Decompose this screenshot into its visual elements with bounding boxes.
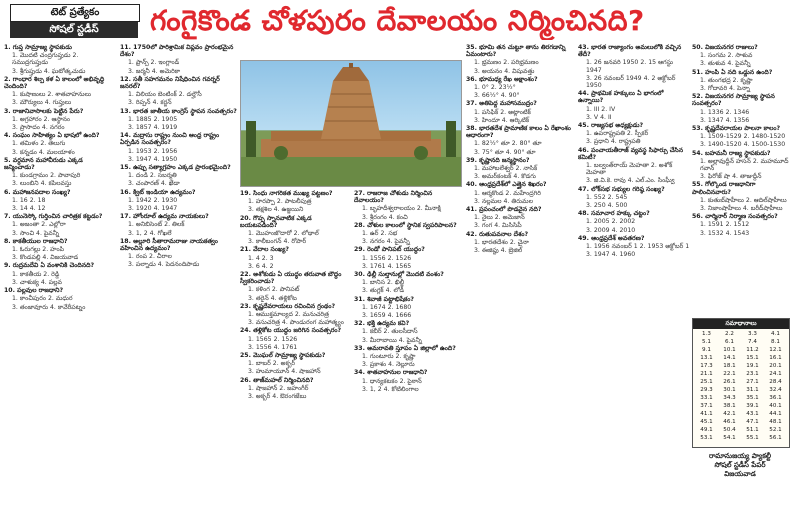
answer-cell: 40.1 xyxy=(769,403,782,409)
question-text: 6. మహాజనపదాల సంఖ్య? xyxy=(4,188,71,196)
answer-cell: 21.1 xyxy=(700,371,713,377)
question-options: 3. 1490-1520 4. 1500-1530 xyxy=(700,141,786,149)
question-options: 3. తక్షశిల 4. ఉజ్జయిని xyxy=(248,206,304,214)
question-options: 1. అల్లావుద్దీన్ హసన్ 2. మహమూద్ గవాన్ xyxy=(700,157,789,173)
question-options: 3. తుళువ 4. పైవన్నీ xyxy=(700,60,751,68)
question-options: 3. 1, 2 4. కోటిలింగాల xyxy=(362,385,419,393)
question-options: 3. ప్రధాని 4. రాష్ట్రపతి xyxy=(586,138,641,146)
question-text: 29. రెండో పానిపట్ యుద్ధం? xyxy=(354,246,425,254)
question-options: 1. కబీర్ 2. తులసీదాస్ xyxy=(362,328,418,336)
question-column-6 xyxy=(578,44,690,510)
question-options: 1. 1942 2. 1930 xyxy=(128,196,178,204)
question-options: 3. కన్నడం 4. మలయాళం xyxy=(12,148,75,156)
answer-cell: 48.1 xyxy=(769,419,782,425)
question-options: 3. అయనం 4. విషువత్తు xyxy=(474,67,535,75)
answer-cell: 11.2 xyxy=(746,347,759,353)
question-options: 1. III 2. IV xyxy=(586,105,616,113)
question-text: 47. లోక్‌సభ సభ్యుల గరిష్ఠ సంఖ్య? xyxy=(578,185,665,193)
answer-cell: 50.4 xyxy=(723,427,736,433)
question-text: 46. పంచాయతీరాజ్ వ్యవస్థ సిఫార్సు చేసిన కమిటీ? xyxy=(578,146,684,161)
answer-cell: 42.1 xyxy=(723,411,736,417)
question-options: 1. ఉపరాష్ట్రపతి 2. స్పీకర్ xyxy=(586,130,649,138)
question-options: 1. మొదటి చంద్రగుప్తుడు 2. సముద్రగుప్తుడు xyxy=(12,52,79,67)
answer-cell: 4.1 xyxy=(771,331,780,337)
answer-cell: 44.1 xyxy=(769,411,782,417)
question-options: 3. ఈజిప్టు 4. బ్రెజిల్ xyxy=(474,247,523,255)
question-options: 1. కుండగ్రామం 2. పావాపురి xyxy=(12,172,81,180)
answer-cell: 34.3 xyxy=(723,395,736,401)
question-text: 16. క్విట్ ఇండియా ఉద్యమం? xyxy=(120,188,196,196)
question-options: 3. రిప్పన్ 4. కర్జన్ xyxy=(128,99,172,107)
question-text: 7. యునెస్కో గుర్తించిన చారిత్రక కట్టడం? xyxy=(4,213,103,221)
question-options: 3. వసుచరిత్ర 4. పాండురంగ మహాత్మ్యం xyxy=(248,319,344,327)
question-text: 34. శాతవాహనుల రాజధాని? xyxy=(354,369,428,377)
answer-cell: 22.1 xyxy=(723,371,736,377)
answer-cell: 37.1 xyxy=(700,403,713,409)
question-options: 3. 1947 4. 1960 xyxy=(586,251,636,259)
question-column-3 xyxy=(240,190,350,510)
question-text: 52. విజయనగర సామ్రాజ్య స్థాపన సంవత్సరం? xyxy=(692,93,775,108)
question-options: 1. గుంటూరు 2. కృష్ణా xyxy=(362,353,416,361)
question-text: 56. చార్మినార్ నిర్మాణ సంవత్సరం? xyxy=(692,213,778,221)
question-text: 31. శివాజీ పట్టాభిషేకం? xyxy=(354,295,414,303)
question-text: 37. అతిపెద్ద మహాసముద్రం? xyxy=(466,100,537,108)
answer-cell: 8.1 xyxy=(771,339,780,345)
answer-cell: 29.3 xyxy=(700,387,713,393)
question-text: 1. గుప్త సామ్రాజ్య స్థాపకుడు xyxy=(4,44,72,51)
question-text: 8. కాకతీయుల రాజధాని? xyxy=(4,237,68,245)
question-text: 11. 1750లో పారిశ్రామిక విప్లవం ప్రారంభమైన దేశం? xyxy=(120,44,234,59)
question-text: 17. హోంరూల్ ఉద్యమ నాయకులు? xyxy=(120,213,209,221)
question-options: 1. కాంచీపురం 2. మధుర xyxy=(12,295,73,303)
question-text: 27. రాజరాజ చోళుడు నిర్మించిన దేవాలయం? xyxy=(354,190,433,205)
section-tag: టెట్ ప్రత్యేకం xyxy=(10,4,140,22)
question-text: 26. తాజ్‌మహల్ నిర్మించినది? xyxy=(240,376,314,384)
question-column-1 xyxy=(4,44,114,510)
answer-cell: 56.1 xyxy=(769,435,782,441)
question-options: 3. శ్రీరంగం 4. కంచి xyxy=(362,213,408,221)
question-options: 1. 552 2. 545 xyxy=(586,193,628,201)
question-options: 3. 1761 4. 1565 xyxy=(362,262,412,270)
question-column-5 xyxy=(466,44,576,510)
question-options: 1. బానిస 2. ఖిల్జీ xyxy=(362,279,405,287)
question-text: 44. ప్రాథమిక హక్కులు ఏ భాగంలో ఉన్నాయి? xyxy=(578,90,664,105)
credit-line-2: సోషల్ స్టడీస్ పేపర్ xyxy=(714,461,766,469)
question-text: 50. విజయనగర రాజులు? xyxy=(692,44,758,51)
question-options: 1. అజంతా 2. ఎల్లోరా xyxy=(12,221,66,229)
question-text: 19. సింధు నాగరికత ముఖ్య పట్టణం? xyxy=(240,190,333,197)
question-text: 38. భారతదేశ ప్రామాణిక కాలం ఏ రేఖాంశం ఆధారంగా? xyxy=(466,125,571,140)
answer-cell: 39.1 xyxy=(746,403,759,409)
question-options: 3. గోదావరి 4. పెన్నా xyxy=(700,85,751,93)
answer-cell: 36.1 xyxy=(769,395,782,401)
answer-cell: 7.4 xyxy=(748,339,757,345)
question-options: 3. తుగ్లక్ 4. లోడీ xyxy=(362,287,405,295)
question-options: 3. లుంబిని 4. కపిలవస్తు xyxy=(12,180,72,188)
answer-cell: 55.1 xyxy=(746,435,759,441)
answer-cell: 3.3 xyxy=(748,331,757,337)
answer-cell: 9.1 xyxy=(702,347,711,353)
question-options: 3. మీరాబాయి 4. పైవన్నీ xyxy=(362,336,422,344)
question-text: 10. పల్లవుల రాజధాని? xyxy=(4,287,64,295)
question-options: 3. 1556 4. 1761 xyxy=(248,343,298,351)
answer-cell: 41.1 xyxy=(700,411,713,417)
answer-cell: 47.1 xyxy=(746,419,759,425)
question-options: 3. 1347 4. 1356 xyxy=(700,116,750,124)
question-options: 1. 1556 2. 1526 xyxy=(362,254,412,262)
answer-key-title: సమాధానాలు xyxy=(693,319,789,329)
question-options: 1. కుషాణులు 2. శాతవాహనులు xyxy=(12,91,92,99)
question-options: 3. హుమాయూన్ 4. షాజహాన్ xyxy=(248,368,321,376)
question-options: 1. కుతుబ్‌షాహీలు 2. ఆదిల్‌షాహీలు xyxy=(700,196,787,204)
question-options: 3. చంపారణ్ 4. ఖేడా xyxy=(128,180,180,188)
question-options: 1. తుంగభద్ర 2. కృష్ణా xyxy=(700,76,753,84)
question-options: 3. పల్నాడు 4. పెదనందిపాడు xyxy=(128,261,200,269)
subject-tag: సోషల్ స్టడీస్ xyxy=(10,22,138,38)
question-column-7 xyxy=(692,44,792,312)
question-column-4 xyxy=(354,190,464,510)
answer-cell: 16.1 xyxy=(769,355,782,361)
question-text: 35. భూమి తన చుట్టూ తాను తిరగడాన్ని ఏమంటారు? xyxy=(466,44,566,59)
question-options: 3. ఫిరోజ్ షా 4. తాజుద్దీన్ xyxy=(700,173,762,181)
question-options: 1. హరప్పా 2. పాటలీపుత్ర xyxy=(248,198,312,206)
question-text: 33. అమరావతి స్తూపం ఏ జిల్లాలో ఉంది? xyxy=(354,344,456,352)
answer-cell: 19.1 xyxy=(746,363,759,369)
question-text: 49. ఆంధ్రప్రదేశ్ అవతరణ? xyxy=(578,234,645,242)
question-column-2 xyxy=(120,44,238,510)
question-options: 3. 6 4. 2 xyxy=(248,262,274,270)
question-options: 1. 16 2. 18 xyxy=(12,196,46,204)
question-options: 3. 66½° 4. 90° xyxy=(474,92,520,100)
question-options: 3. నిజాంషాహీలు 4. బరీద్‌షాహీలు xyxy=(700,205,783,213)
question-text: 30. ఢిల్లీ సుల్తానుల్లో మొదటి వంశం? xyxy=(354,271,444,279)
answer-cell: 17.3 xyxy=(700,363,713,369)
answer-cell: 26.1 xyxy=(723,379,736,385)
question-options: 1. మహాబలేశ్వర్ 2. నాసిక్ xyxy=(474,165,538,173)
question-options: 3. కాలీబంగన్ 4. రోపార్ xyxy=(248,238,307,246)
question-options: 1. 0° 2. 23½° xyxy=(474,84,516,92)
answer-cell: 10.1 xyxy=(723,347,736,353)
answer-cell: 15.1 xyxy=(746,355,759,361)
answer-cell: 30.1 xyxy=(723,387,736,393)
question-options: 1. ఆముక్తమాల్యద 2. మనుచరిత్ర xyxy=(248,311,329,319)
answer-cell: 28.4 xyxy=(769,379,782,385)
answer-cell: 33.1 xyxy=(700,395,713,401)
question-options: 1. బృహదీశ్వరాలయం 2. మీనాక్షి xyxy=(362,205,441,213)
question-text: 5. వర్ధమాన మహావీరుడు ఎక్కడ జన్మించాడు? xyxy=(4,156,83,172)
question-options: 1. బల్వంత్‌రాయ్ మెహతా 2. అశోక్ మెహతా xyxy=(586,162,673,177)
question-options: 1. కాకతీయ 2. రెడ్డి xyxy=(12,270,60,278)
author-credit xyxy=(690,452,790,504)
question-text: 2. గాంధార శిల్ప కళ ఏ కాలంలో అభివృద్ధి చెందింది? xyxy=(4,75,105,91)
question-options: 3. జి.వి.కె. రావు 4. ఎల్.ఎం. సింఘ్వీ xyxy=(586,177,675,185)
question-text: 9. రుద్రమదేవి ఏ వంశానికి చెందినది? xyxy=(4,262,95,270)
question-text: 15. ఉప్పు సత్యాగ్రహం ఎక్కడ ప్రారంభమైంది? xyxy=(120,164,231,172)
question-text: 22. అశోకుడు ఏ యుద్ధం తరువాత బౌద్ధం స్వీకరించాడు? xyxy=(240,271,342,286)
question-text: 4. సంఘం సాహిత్యం ఏ భాషలో ఉంది? xyxy=(4,132,100,140)
question-options: 1. 1509-1529 2. 1480-1520 xyxy=(700,133,786,141)
question-options: 3. గంగ 4. మిసిసిపీ xyxy=(474,222,522,230)
question-text: 24. తళ్లికోట యుద్ధం జరిగిన సంవత్సరం? xyxy=(240,327,342,335)
question-options: 1. మొహంజొదారో 2. లోథాల్ xyxy=(248,230,319,238)
question-text: 55. గోల్కొండ రాజధానిగా పాలించినవారు? xyxy=(692,181,756,196)
question-options: 3. నగరం 4. పైవన్నీ xyxy=(362,238,410,246)
question-options: 3. 14 4. 12 xyxy=(12,205,46,213)
answer-cell: 49.1 xyxy=(700,427,713,433)
question-options: 3. 250 4. 500 xyxy=(586,202,628,210)
answer-cell: 1.3 xyxy=(702,331,711,337)
answer-cell: 23.1 xyxy=(746,371,759,377)
question-options: 3. నల్లమల 4. తిరుమల xyxy=(474,197,533,205)
question-options: 1. 82½° తూ 2. 80° తూ xyxy=(474,140,542,148)
question-options: 3. V 4. II xyxy=(586,113,612,121)
answer-cell: 53.1 xyxy=(700,435,713,441)
question-text: 43. భారత రాజ్యాంగం అమలులోకి వచ్చిన తేదీ? xyxy=(578,44,682,59)
credit-line-1: రామానుజయ్య ప్యాకల్టీ xyxy=(708,452,771,460)
question-text: 39. కృష్ణానది జన్మస్థానం? xyxy=(466,156,530,164)
question-options: 3. కొండపల్లి 4. విజయవాడ xyxy=(12,254,79,262)
question-text: 23. కృష్ణదేవరాయలు రచించిన గ్రంథం? xyxy=(240,302,336,310)
question-options: 3. 75° తూ 4. 90° తూ xyxy=(474,148,536,156)
question-options: 1. ఫ్రాన్స్ 2. ఇంగ్లాండ్ xyxy=(128,59,180,67)
question-options: 3. 1, 2 4. గోఖలే xyxy=(128,229,172,237)
temple-photo xyxy=(240,60,462,187)
question-text: 51. హంపి ఏ నది ఒడ్డున ఉంది? xyxy=(692,68,773,76)
question-options: 1. ఉర్ 2. సభ xyxy=(362,230,398,238)
question-text: 28. చోళుల కాలంలో స్థానిక స్వపరిపాలన? xyxy=(354,221,457,229)
question-options: 1. ధాన్యకటకం 2. పైఠాన్ xyxy=(362,377,422,385)
question-options: 3. అక్బర్ 4. ఔరంగజేబు xyxy=(248,393,307,401)
question-options: 3. 1659 4. 1666 xyxy=(362,312,412,320)
answer-cell: 52.1 xyxy=(769,427,782,433)
answer-cell: 43.1 xyxy=(746,411,759,417)
answer-key-grid xyxy=(693,329,789,443)
answer-cell: 31.1 xyxy=(746,387,759,393)
question-options: 3. సాంచి 4. పైవన్నీ xyxy=(12,229,60,237)
answer-cell: 27.1 xyxy=(746,379,759,385)
question-text: 48. సమాచార హక్కు చట్టం? xyxy=(578,210,650,218)
answer-cell: 5.1 xyxy=(702,339,711,345)
question-options: 1. భారతదేశం 2. చైనా xyxy=(474,238,529,246)
question-options: 3. తంజావూరు 4. కావేరీపట్నం xyxy=(12,303,86,311)
question-options: 3. 1857 4. 1919 xyxy=(128,124,178,132)
answer-cell: 13.1 xyxy=(700,355,713,361)
question-options: 1. కళింగ 2. పానిపట్ xyxy=(248,286,300,294)
question-options: 3. 2009 4. 2010 xyxy=(586,226,636,234)
question-options: 1. షాజహాన్ 2. జహంగీర్ xyxy=(248,384,309,392)
question-options: 1. అగ్రహారం 2. ఆస్థానం xyxy=(12,115,71,123)
answer-cell: 2.2 xyxy=(725,331,734,337)
question-options: 1. 26 జనవరి 1950 2. 15 ఆగస్టు 1947 xyxy=(586,59,674,74)
question-options: 3. జర్మనీ 4. అమెరికా xyxy=(128,67,181,75)
question-options: 1. ఓరుగల్లు 2. హంపి xyxy=(12,246,65,254)
question-text: 13. భారత జాతీయ కాంగ్రెస్ స్థాపన సంవత్సరం? xyxy=(120,107,237,115)
answer-cell: 54.1 xyxy=(723,435,736,441)
question-text: 25. మొఘల్ సామ్రాజ్య స్థాపకుడు? xyxy=(240,352,326,360)
question-text: 3. రాజానివాసాలకు పెట్టిన పేరు? xyxy=(4,107,84,115)
question-text: 12. సతీ సహగమనం నిషేధించిన గవర్నర్ జనరల్? xyxy=(120,75,220,91)
answer-cell: 24.1 xyxy=(769,371,782,377)
question-text: 36. భూమధ్య రేఖ అక్షాంశం? xyxy=(466,75,538,83)
question-text: 21. వేదాల సంఖ్య? xyxy=(240,246,289,254)
question-options: 1. 2005 2. 2002 xyxy=(586,218,636,226)
answer-cell: 38.1 xyxy=(723,403,736,409)
question-options: 1. సంగమ 2. సాళువ xyxy=(700,52,753,60)
question-options: 3. 1532 4. 1543 xyxy=(700,229,750,237)
question-options: 3. చాళుక్య 4. పల్లవ xyxy=(12,278,62,286)
question-options: 1. దండి 2. సబర్మతి xyxy=(128,172,177,180)
question-options: 3. 1920 4. 1947 xyxy=(128,205,178,213)
question-options: 3. ప్రకాశం 4. నెల్లూరు xyxy=(362,361,415,369)
answer-cell: 35.1 xyxy=(746,395,759,401)
question-options: 1. 1674 2. 1680 xyxy=(362,303,412,311)
question-options: 1. విలియం బెంటింక్ 2. డల్హౌసీ xyxy=(128,91,202,99)
question-text: 41. ప్రపంచంలో పొడవైన నది? xyxy=(466,206,542,214)
question-text: 32. భక్తి ఉద్యమ కవి? xyxy=(354,320,410,328)
question-text: 53. కృష్ణదేవరాయల పాలనా కాలం? xyxy=(692,125,781,133)
answer-cell: 51.1 xyxy=(746,427,759,433)
answer-cell: 20.1 xyxy=(769,363,782,369)
question-text: 18. అల్లూరి సీతారామరాజు నాయకత్వం వహించిన ఉద్యమం? xyxy=(120,237,218,253)
question-text: 20. గొప్ప స్నానవాటిక ఎక్కడ బయటపడింది? xyxy=(240,214,312,229)
question-options: 3. మౌర్యులు 4. గుప్తులు xyxy=(12,99,72,107)
question-options: 1. ఆర్మకొండ 2. మహేంద్రగిరి xyxy=(474,189,541,197)
question-options: 1. 1885 2. 1905 xyxy=(128,115,178,123)
question-text: 54. బహమనీ రాజ్య స్థాపకుడు? xyxy=(692,149,771,157)
question-options: 1. అనిబిసెంట్ 2. తిలక్ xyxy=(128,221,185,229)
question-options: 1. తమిళం 2. తెలుగు xyxy=(12,140,66,148)
question-options: 1. నైలు 2. అమెజాన్ xyxy=(474,214,525,222)
answer-cell: 25.1 xyxy=(700,379,713,385)
question-options: 1. 1565 2. 1526 xyxy=(248,335,298,343)
answer-cell: 6.1 xyxy=(725,339,734,345)
page-headline: గంగైకొండ చోళపురం దేవాలయం నిర్మించినది? xyxy=(150,4,645,37)
answer-cell: 18.1 xyxy=(723,363,736,369)
credit-line-3: విజయవాడ xyxy=(724,470,756,478)
answer-cell: 46.1 xyxy=(723,419,736,425)
question-options: 3. 1947 4. 1950 xyxy=(128,155,178,163)
question-options: 1. 4 2. 3 xyxy=(248,254,274,262)
question-text: 40. ఆంధ్రప్రదేశ్‌లో ఎత్తైన శిఖరం? xyxy=(466,181,547,189)
question-options: 1. 1953 2. 1956 xyxy=(128,147,178,155)
question-options: 3. తరైన్ 4. తళ్లికోట xyxy=(248,294,297,302)
question-options: 1. 1591 2. 1512 xyxy=(700,221,750,229)
answer-cell: 45.1 xyxy=(700,419,713,425)
question-options: 1. భ్రమణం 2. పరిభ్రమణం xyxy=(474,59,539,67)
question-options: 1. 1336 2. 1346 xyxy=(700,108,750,116)
question-options: 1. బాబర్ 2. అక్బర్ xyxy=(248,360,296,368)
question-options: 3. అమర్‌కంటక్ 4. కొడగు xyxy=(474,173,536,181)
question-text: 42. రుతుపవనాల దేశం? xyxy=(466,230,529,238)
question-options: 1. పసిఫిక్ 2. అట్లాంటిక్ xyxy=(474,108,531,116)
header-bar xyxy=(0,0,800,40)
answer-key-table xyxy=(692,318,790,448)
question-options: 1. రంప 2. చీరాల xyxy=(128,253,172,261)
answer-cell: 32.4 xyxy=(769,387,782,393)
answer-cell: 12.1 xyxy=(769,347,782,353)
question-options: 1. 1956 నవంబర్ 1 2. 1953 అక్టోబర్ 1 xyxy=(586,243,690,251)
question-options: 3. శ్రీగుప్తుడు 4. ఘటోత్కచుడు xyxy=(12,67,86,75)
answer-cell: 14.1 xyxy=(723,355,736,361)
question-options: 3. 26 నవంబర్ 1949 4. 2 అక్టోబర్ 1950 xyxy=(586,74,676,90)
question-text: 14. మద్రాసు రాష్ట్రం నుంచి ఆంధ్ర రాష్ట్రం ఏర్పడిన సంవత్సరం? xyxy=(120,132,220,147)
question-options: 3. ప్రాసాదం 4. నగరం xyxy=(12,124,65,132)
question-text: 45. రాజ్యసభ అధ్యక్షుడు? xyxy=(578,122,644,130)
question-options: 3. హిందూ 4. ఆర్కిటిక్ xyxy=(474,116,530,124)
